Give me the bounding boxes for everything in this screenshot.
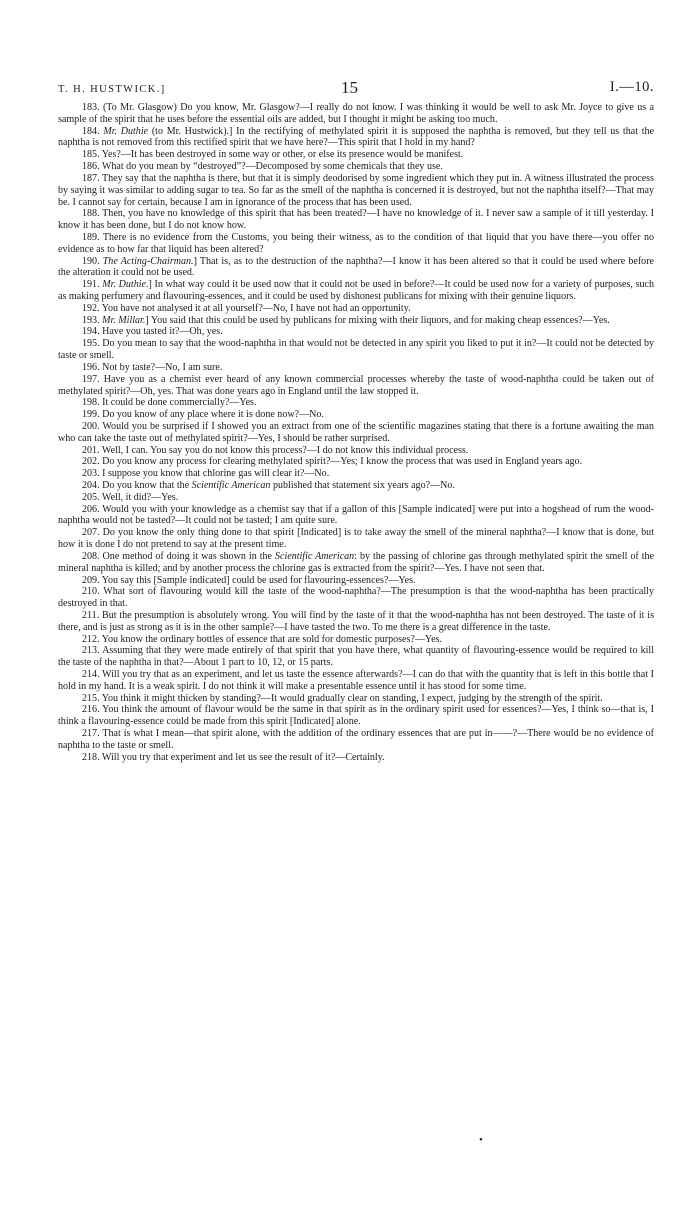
question-paragraph: 208. One method of doing it was shown in the Scientific American: by the passing of chlorine gas through methylated spirit the smell of the mineral naphtha is killed; and by another process the chlorine gas is extracted from the spirit?—Yes. I have not seen that. (58, 550, 654, 574)
question-paragraph: 185. Yes?—It has been destroyed in some way or other, or else its presence would be manifest. (82, 149, 464, 161)
question-paragraph: 198. It could be done commercially?—Yes. (82, 397, 257, 409)
stray-mark: • (479, 1134, 483, 1146)
question-paragraph: 206. Would you with your knowledge as a chemist say that if a gallon of this [Sample indicated] were put into a hogshead of rum the wood-naphtha would not be tasted?—It could not be tasted; I am quite sure. (58, 503, 654, 527)
question-paragraph: 207. Do you know the only thing done to that spirit [Indicated] is to take away the smell of the mineral naphtha?—I know that is done, but how it is done I do not pretend to say at the present time. (58, 527, 654, 551)
question-paragraph: 191. Mr. Duthie.] In what way could it be used now that it could not be used in before?—It could be used now for a variety of purposes, such as making perfumery and flavouring-essences, and it could be used by dishonest publicans for mixing with their genuine liquors. (58, 279, 655, 302)
question-paragraph: 211. But the presumption is absolutely wrong. You will find by the taste of it that the wood-naphtha has not been destroyed. The taste of it is there, and is just as strong as it is in the other sample?—I have tasted the two. To me there is a great difference in the taste. (58, 609, 654, 633)
question-paragraph: 196. Not by taste?—No, I am sure. (82, 361, 223, 373)
question-paragraph: 204. Do you know that the Scientific American published that statement six years ago?—No. (82, 480, 455, 491)
question-paragraph: 193. Mr. Millar.] You said that this could be used by publicans for mixing with their liquors, and for making cheap essences?—Yes. (82, 314, 610, 326)
question-paragraph: 190. The Acting-Chairman.] That is, as to the destruction of the naphtha?—I know it has been altered so that it could be used where before the alteration it could not be used. (58, 255, 654, 279)
question-paragraph: 214. Will you try that as an experiment, and let us taste the essence afterwards?—I can do that with the quantity that is left in this bottle that I hold in my hand. It is a weak spirit. I do not think it will make a presentable essence until it has stood for some time. (58, 669, 654, 692)
running-header (58, 78, 654, 100)
question-paragraph: 205. Well, it did?—Yes. (82, 491, 179, 503)
question-paragraph: 195. Do you mean to say that the wood-naphtha in that would not be detected in any spirit you liked to put it in?—It could not be detected by taste or smell. (58, 338, 654, 362)
header-witness-name: T. H. HUSTWICK.] (58, 84, 166, 95)
question-paragraph: 212. You know the ordinary bottles of essence that are sold for domestic purposes?—Yes. (82, 633, 443, 645)
question-paragraph: 215. You think it might thicken by standing?—It would gradually clear on standing, I expect, judging by the strength of the spirit. (82, 692, 603, 704)
document-page (58, 78, 654, 764)
question-paragraph: 183. (To Mr. Glasgow) Do you know, Mr. Glasgow?—I really do not know. I was thinking it would be well to ask Mr. Joyce to give us a sample of the spirit that he uses before the essential oils are added, but I thought it might be asking too much. (58, 102, 654, 125)
question-paragraph: 200. Would you be surprised if I showed you an extract from one of the scientific magazines stating that there is a fortune awaiting the man who can take the taste out of methylated spirit?—Yes, I should be rather surprised. (58, 420, 654, 444)
question-paragraph: 187. They say that the naphtha is there, but that it is simply deodorised by some ingredient which they put in. A witness illustrated the process by saying it was similar to adding sugar to tea. So far as the smell of the naphtha is concerned it is destroyed, but not the naphtha itself?—That may be. I cannot say for certain, because I am in ignorance of the process that has been used. (58, 172, 654, 208)
question-paragraph: 184. Mr. Duthie (to Mr. Hustwick).] In the rectifying of methylated spirit it is supposed the naphtha is removed, but they tell us that the naphtha is not removed from this rectified spirit that we have here?—This spirit that I hold in my hand? (58, 125, 655, 149)
question-paragraph: 218. Will you try that experiment and let us see the result of it?—Certainly. (82, 751, 385, 763)
question-paragraph: 188. Then, you have no knowledge of this spirit that has been treated?—I have no knowledge of it. I never saw a sample of it till yesterday. I know it has been done, but I do not know how. (58, 208, 654, 232)
question-paragraph: 194. Have you tasted it?—Oh, yes. (82, 326, 223, 338)
question-paragraph: 209. You say this [Sample indicated] could be used for flavouring-essences?—Yes. (82, 574, 416, 586)
evidence-text (58, 102, 654, 764)
question-paragraph: 189. There is no evidence from the Customs, you being their witness, as to the condition of that liquid that you have there—you offer no evidence as to how far that liquid has been altered? (58, 231, 654, 255)
question-paragraph: 203. I suppose you know that chlorine gas will clear it?—No. (82, 468, 330, 480)
question-paragraph: 217. That is what I mean—that spirit alone, with the addition of the ordinary essences that are put in——?—There would be no evidence of naphtha to the taste or smell. (58, 728, 654, 751)
question-paragraph: 210. What sort of flavouring would kill the taste of the wood-naphtha?—The presumption is that the wood-naphtha has been practically destroyed in that. (58, 586, 654, 610)
question-paragraph: 186. What do you mean by “destroyed”?—Decomposed by some chemicals that they use. (82, 161, 443, 173)
question-paragraph: 192. You have not analysed it at all yourself?—No, I have not had an opportunity. (82, 302, 411, 314)
question-paragraph: 216. You think the amount of flavour would be the same in that spirit as in the ordinary spirit used for essences?—Yes, I think so—that is, I think a flavouring-essence could be made from this spirit [Indicated] alone. (58, 704, 654, 728)
question-paragraph: 213. Assuming that they were made entirely of that spirit that you have there, what quantity of flavouring-essence would be required to kill the taste of the naphtha in that?—About 1 part to 10, 12, or 15 parts. (58, 645, 654, 669)
question-paragraph: 202. Do you know any process for clearing methylated spirit?—Yes; I know the process that was used in England years ago. (82, 456, 583, 468)
paper-reference: I.—10. (609, 79, 654, 95)
page-number: 15 (341, 78, 358, 97)
question-paragraph: 201. Well, I can. You say you do not know this process?—I do not know this individual process. (82, 444, 469, 456)
question-paragraph: 197. Have you as a chemist ever heard of any known commercial processes whereby the taste of wood-naphtha could be taken out of methylated spirit?—Oh, yes. That was done years ago in England until the law stopped it. (58, 373, 654, 397)
question-paragraph: 199. Do you know of any place where it is done now?—No. (82, 409, 324, 421)
